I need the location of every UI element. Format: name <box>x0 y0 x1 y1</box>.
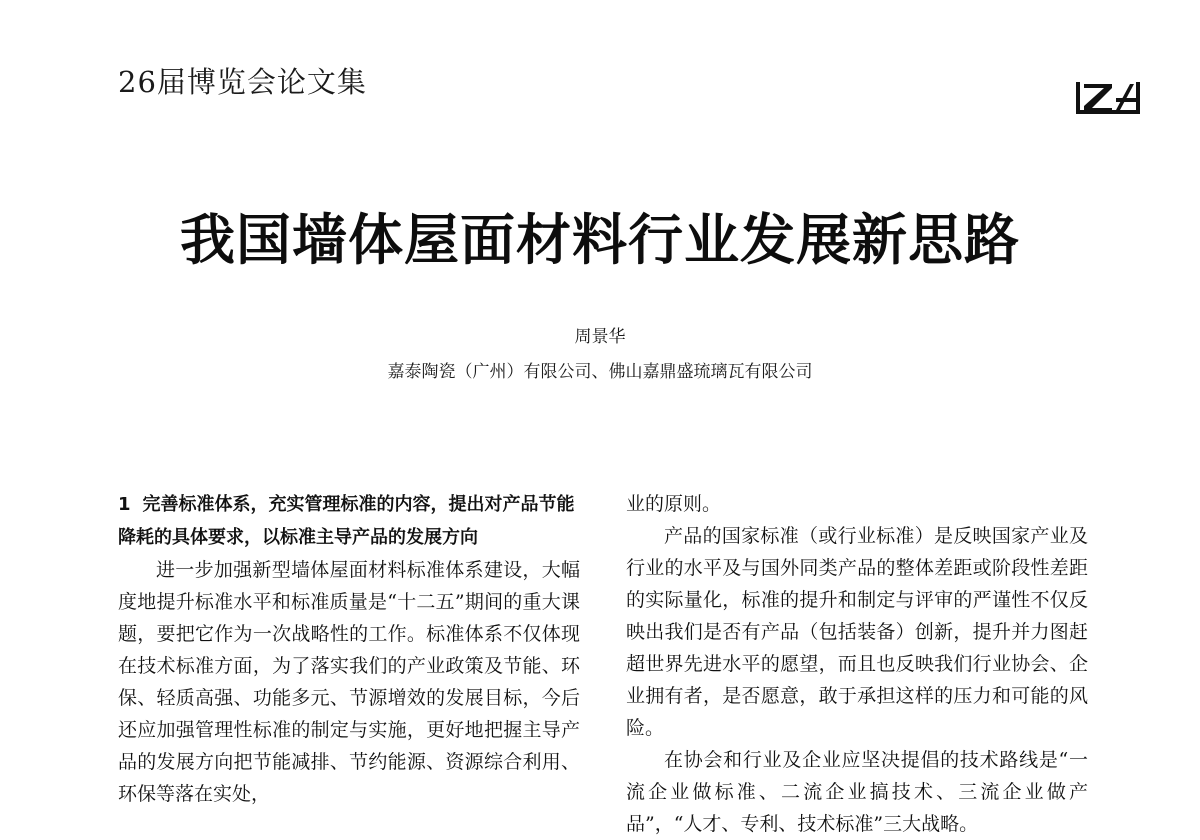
article-title: 我国墙体屋面材料行业发展新思路 <box>179 207 1020 272</box>
section-heading <box>118 488 580 554</box>
author-affiliation: 嘉泰陶瓷（广州）有限公司、佛山嘉鼎盛琉璃瓦有限公司 <box>387 362 813 382</box>
running-head: 26届博览会论文集 <box>118 65 367 99</box>
left-column <box>118 488 580 810</box>
section-heading-text: 完善标准体系，充实管理标准的内容，提出对产品节能降耗的具体要求，以标准主导产品的发展方向 <box>118 494 575 548</box>
paragraph-continuation: 业的原则。 <box>626 493 722 515</box>
body-paragraph: 产品的国家标准（或行业标准）是反映国家产业及行业的水平及与国外同类产品的整体差距或阶段性差距的实际量化，标准的提升和制定与评审的严谨性不仅反映出我们是否有产品（包括装备）创新，提升并力图赶超世界先进水平的愿望，而且也反映我们行业协会、企业拥有者，是否愿意，敢于承担这样的压力和可能的风险。 <box>626 525 1088 739</box>
section-number: 1 <box>118 494 131 515</box>
right-column <box>626 488 1088 840</box>
body-paragraph: 在协会和行业及企业应坚决提倡的技术路线是“一流企业做标准、二流企业搞技术、三流企业做产品”，“人才、专利、技术标准”三大战略。 <box>626 749 1088 835</box>
author-name: 周景华 <box>574 327 626 347</box>
body-paragraph: 进一步加强新型墙体屋面材料标准体系建设，大幅度地提升标准水平和标准质量是“十二五”期间的重大课题，要把它作为一次战略性的工作。标准体系不仅体现在技术标准方面，为了落实我们的产业政策及节能、环保、轻质高强、功能多元、节源增效的发展目标，今后还应加强管理性标准的制定与实施，更好地把握主导产品的发展方向把节能减排、节约能源、资源综合利用、环保等落在实处， <box>118 559 580 805</box>
journal-logo-icon <box>1076 80 1140 116</box>
